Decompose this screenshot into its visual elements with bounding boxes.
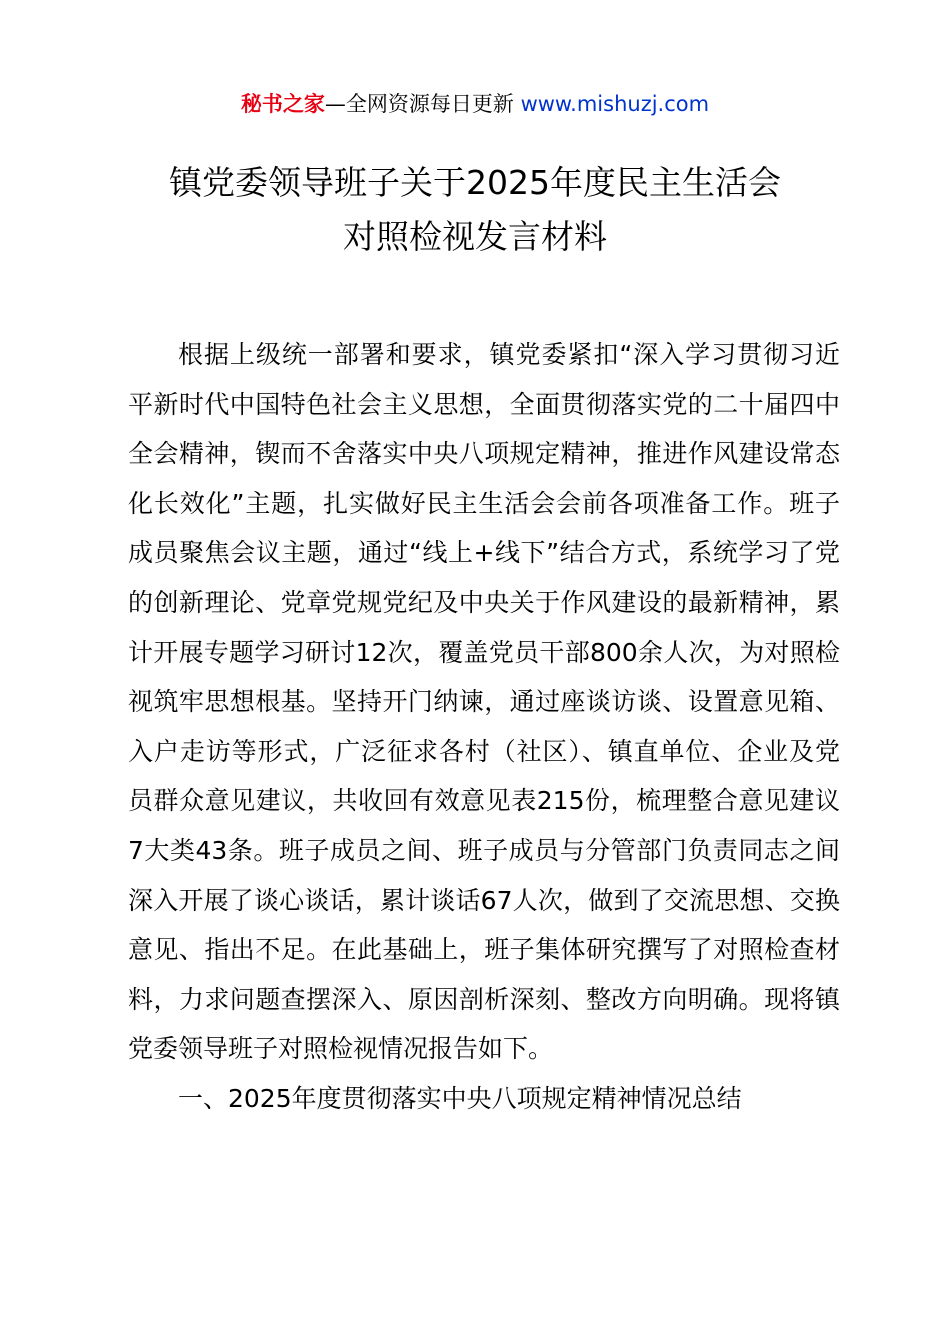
title-line-1: 镇党委领导班子关于2025年度民主生活会 xyxy=(169,163,781,202)
body-paragraph: 根据上级统一部署和要求，镇党委紧扣“深入学习贯彻习近平新时代中国特色社会主义思想，全面贯彻落实党的二十届四中全会精神，锲而不舍落实中央八项规定精神，推进作风建设常态化长效化”主题，扎实做好民主生活会会前各项准备工作。班子成员聚焦会议主题，通过“线上+线下”结合方式，系统学习了党的创新理论、党章党规党纪及中央关于作风建设的最新精神，累计开展专题学习研讨12次，覆盖党员干部800余人次，为对照检视筑牢思想根基。坚持开门纳谏，通过座谈访谈、设置意见箱、入户走访等形式，广泛征求各村（社区）、镇直单位、企业及党员群众意见建议，共收回有效意见表215份，梳理整合意见建议7大类43条。班子成员之间、班子成员与分管部门负责同志之间深入开展了谈心谈话，累计谈话67人次，做到了交流思想、交换意见、指出不足。在此基础上，班子集体研究撰写了对照检查材料，力求问题查摆深入、原因剖析深刻、整改方向明确。现将镇党委领导班子对照检视情况报告如下。 xyxy=(128,340,840,1064)
section-heading: 一、2025年度贯彻落实中央八项规定精神情况总结 xyxy=(178,1083,742,1113)
site-brand: 秘书之家 xyxy=(240,92,325,116)
document-body xyxy=(128,330,840,1124)
site-url-link[interactable]: www.mishuzj.com xyxy=(520,92,710,116)
document-title xyxy=(0,160,950,260)
site-slogan: —全网资源每日更新 xyxy=(324,92,521,116)
site-header xyxy=(0,88,950,120)
title-line-2: 对照检视发言材料 xyxy=(343,217,607,256)
